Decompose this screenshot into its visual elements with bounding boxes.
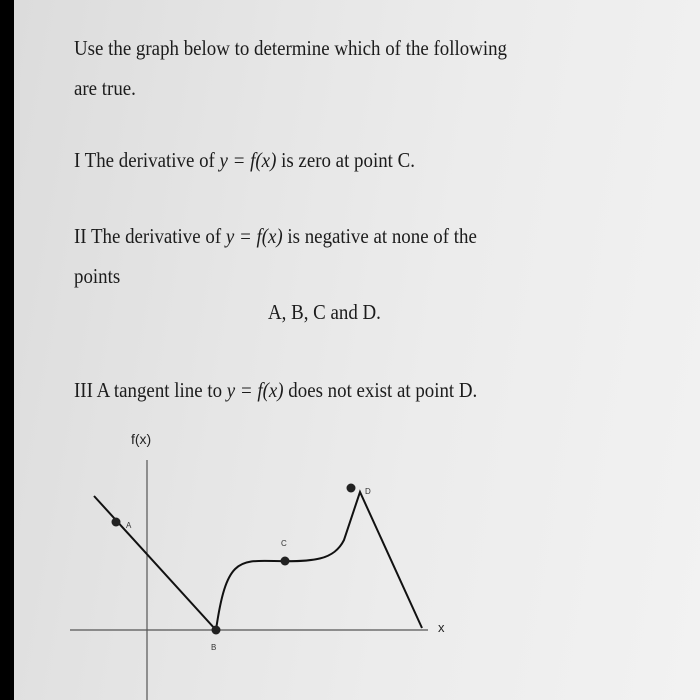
y-axis-label: f(x) (131, 431, 152, 447)
point-A-label: A (126, 521, 132, 530)
point-D-label: D (365, 487, 371, 496)
function-curve (94, 492, 422, 630)
point-B-marker (212, 626, 221, 635)
point-D-marker (347, 484, 356, 493)
statement-2-math: y = f(x) (225, 224, 283, 248)
point-C-label: C (281, 539, 287, 548)
function-graph (14, 0, 700, 700)
statement-2-line3: A, B, C and D. (268, 300, 381, 324)
point-C-marker (281, 557, 290, 566)
point-A-marker (112, 518, 121, 527)
question-intro-line2: are true. (74, 76, 136, 100)
statement-1-math: y = f(x) (219, 148, 277, 172)
statement-1-prefix: I The derivative of (74, 148, 220, 172)
statement-2-line2: points (74, 264, 121, 288)
point-B-label: B (211, 643, 217, 652)
question-sheet (14, 0, 700, 700)
statement-3-math: y = f(x) (226, 378, 284, 402)
statement-1-suffix: is zero at point C. (276, 148, 415, 172)
question-intro-line1: Use the graph below to determine which of the following (74, 36, 508, 60)
statement-2-prefix: II The derivative of (74, 224, 226, 248)
statement-2-suffix: is negative at none of the (282, 224, 477, 248)
statement-3-prefix: III A tangent line to (74, 378, 227, 402)
statement-3-suffix: does not exist at point D. (283, 378, 478, 402)
x-axis-label: x (438, 620, 445, 635)
